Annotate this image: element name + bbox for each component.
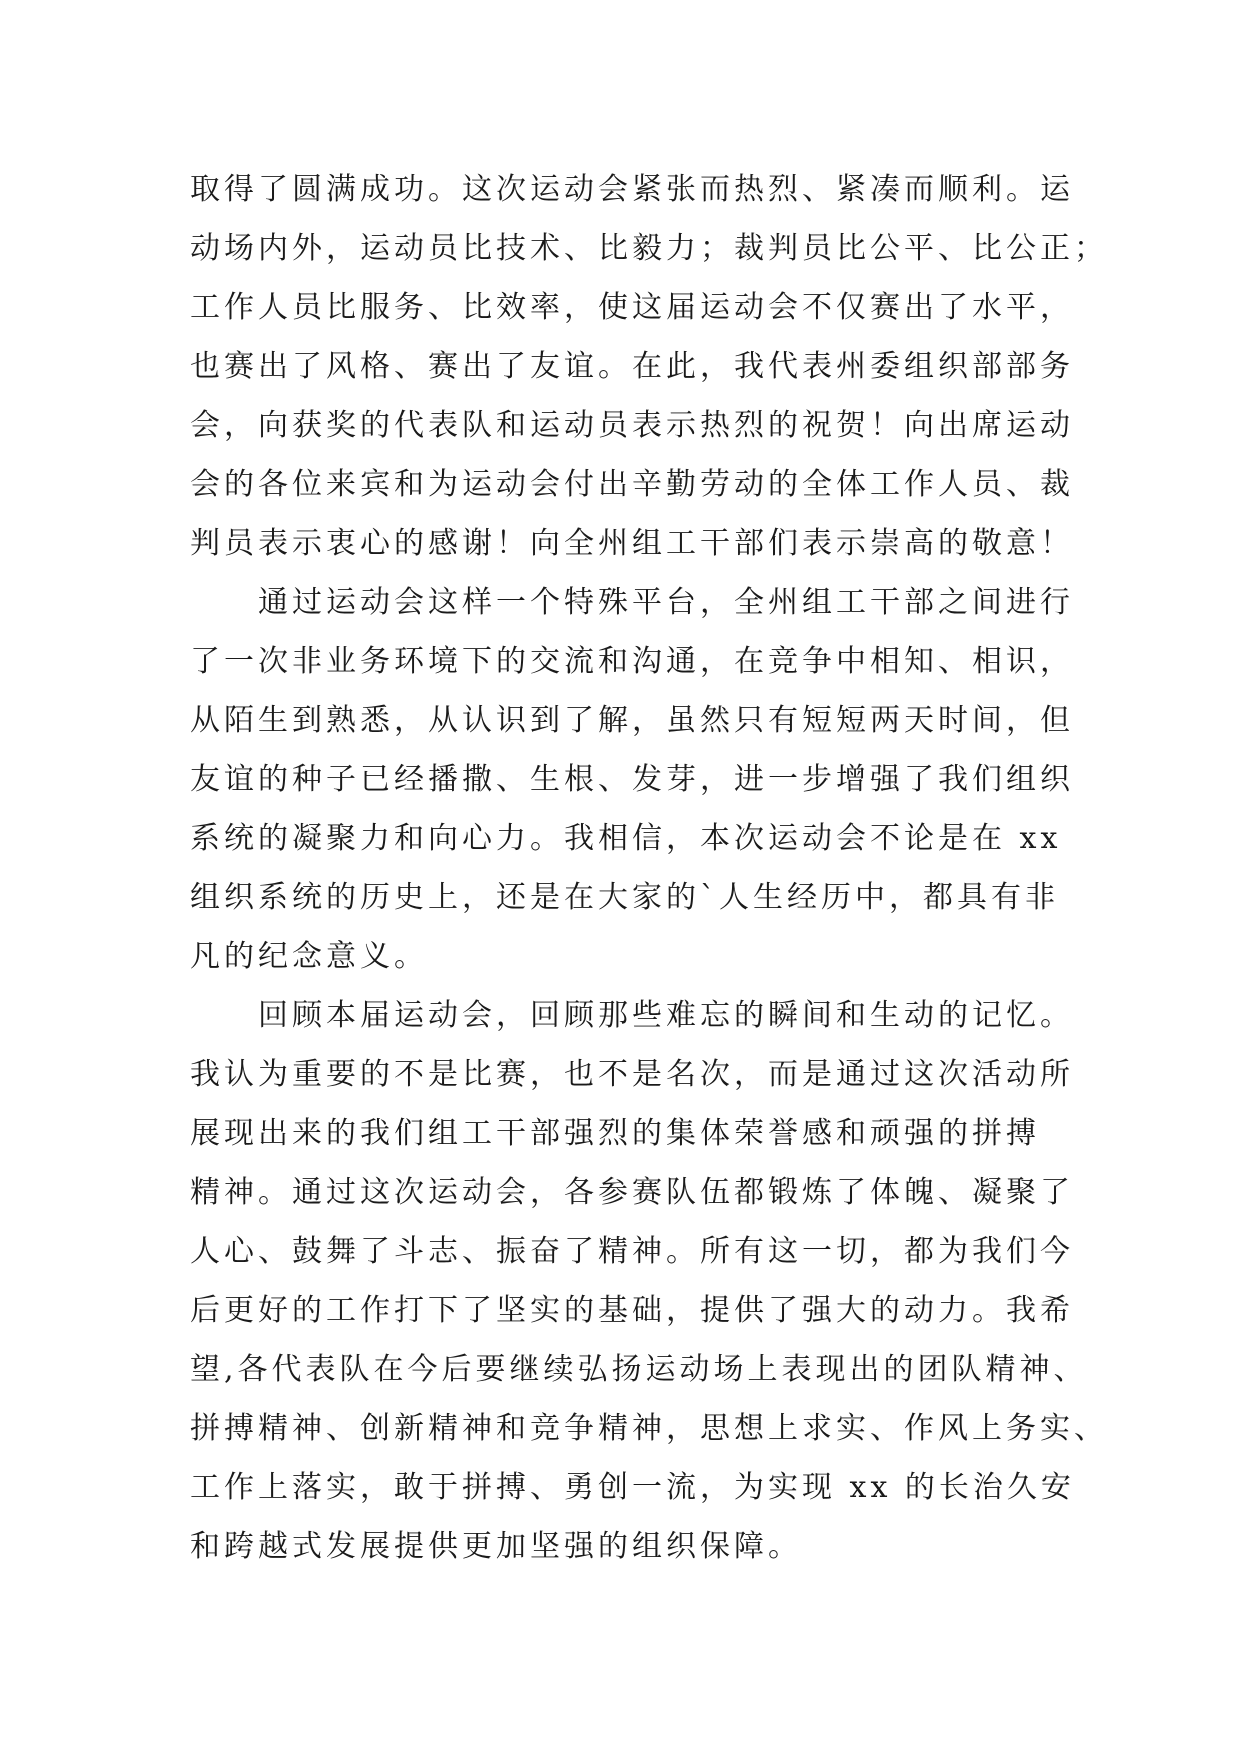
text-line: 组织系统的历史上，还是在大家的`人生经历中，都具有非 (190, 880, 1059, 915)
text-line: 工作上落实，敢于拼搏、勇创一流，为实现 xx 的长治久安 (190, 1470, 1075, 1505)
document-body (190, 160, 1108, 1576)
text-line: 也赛出了风格、赛出了友谊。在此，我代表州委组织部部务 (190, 349, 1074, 384)
text-line: 通过运动会这样一个特殊平台，全州组工干部之间进行 (190, 585, 1074, 620)
text-line: 会的各位来宾和为运动会付出辛勤劳动的全体工作人员、裁 (190, 467, 1074, 502)
text-line: 取得了圆满成功。这次运动会紧张而热烈、紧凑而顺利。运 (190, 172, 1074, 207)
text-line: 动场内外，运动员比技术、比毅力；裁判员比公平、比公正； (190, 231, 1108, 266)
text-line: 拼搏精神、创新精神和竞争精神，思想上求实、作风上务实、 (190, 1411, 1108, 1446)
text-line: 工作人员比服务、比效率，使这届运动会不仅赛出了水平， (190, 290, 1074, 325)
text-line: 凡的纪念意义。 (190, 939, 428, 974)
text-line: 和跨越式发展提供更加坚强的组织保障。 (190, 1529, 802, 1564)
text-line: 会，向获奖的代表队和运动员表示热烈的祝贺！向出席运动 (190, 408, 1074, 443)
text-line: 友谊的种子已经播撒、生根、发芽，进一步增强了我们组织 (190, 762, 1074, 797)
text-line: 了一次非业务环境下的交流和沟通，在竞争中相知、相识， (190, 644, 1074, 679)
text-line: 人心、鼓舞了斗志、振奋了精神。所有这一切，都为我们今 (190, 1234, 1074, 1269)
text-line: 系统的凝聚力和向心力。我相信，本次运动会不论是在 xx (190, 821, 1062, 856)
text-line: 判员表示衷心的感谢！向全州组工干部们表示崇高的敬意！ (190, 526, 1074, 561)
text-line: 展现出来的我们组工干部强烈的集体荣誉感和顽强的拼搏 (190, 1116, 1040, 1151)
text-line: 从陌生到熟悉，从认识到了解，虽然只有短短两天时间，但 (190, 703, 1074, 738)
text-line: 后更好的工作打下了坚实的基础，提供了强大的动力。我希 (190, 1293, 1074, 1328)
text-line: 我认为重要的不是比赛，也不是名次，而是通过这次活动所 (190, 1057, 1074, 1092)
text-line: 回顾本届运动会，回顾那些难忘的瞬间和生动的记忆。 (190, 998, 1074, 1033)
text-line: 精神。通过这次运动会，各参赛队伍都锻炼了体魄、凝聚了 (190, 1175, 1074, 1210)
text-line: 望,各代表队在今后要继续弘扬运动场上表现出的团队精神、 (190, 1352, 1088, 1387)
